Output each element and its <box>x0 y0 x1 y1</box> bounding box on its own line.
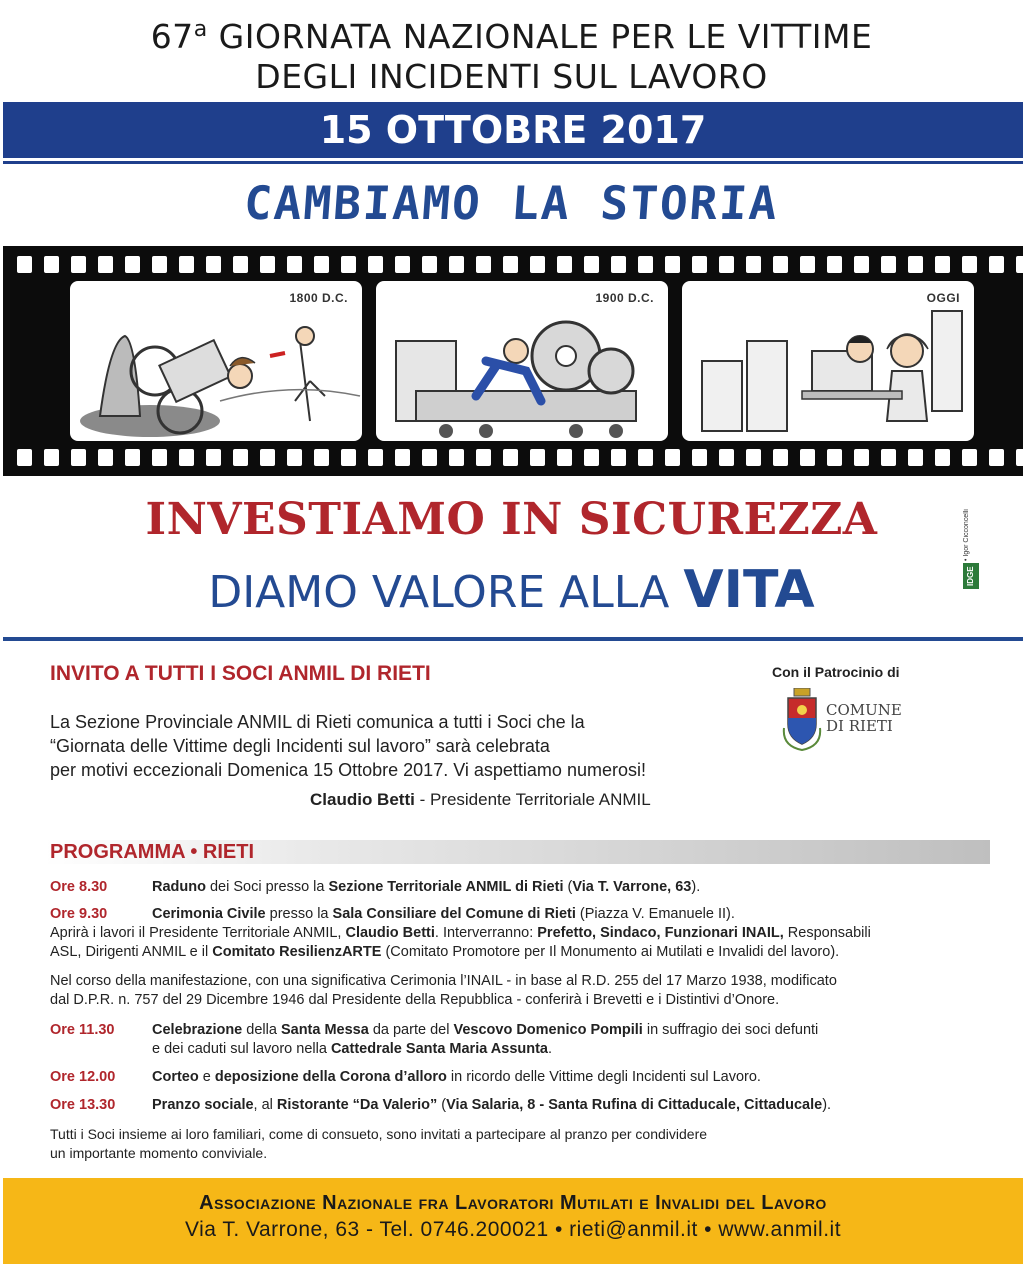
footer-association-name: Associazione Nazionale fra Lavoratori Mutilati e Invalidi del Lavoro <box>199 1192 827 1214</box>
film-sprocket-hole <box>287 449 302 466</box>
film-sprocket-hole <box>314 449 329 466</box>
film-sprocket-hole <box>989 256 1004 273</box>
film-sprocket-hole <box>530 449 545 466</box>
film-sprocket-hole <box>341 256 356 273</box>
program-text: Via T. Varrone, 63 <box>572 879 692 895</box>
program-note-line: Nel corso della manifestazione, con una significativa Cerimonia l’INAIL - in base al R.D. 255 del 17 Marzo 1938, modificato <box>50 973 837 989</box>
program-text: Ristorante “Da Valerio” <box>276 1097 438 1113</box>
film-sprocket-hole <box>557 449 572 466</box>
film-sprocket-hole <box>395 256 410 273</box>
comune-name-line1: COMUNE <box>826 701 902 719</box>
program-text: , al <box>253 1097 277 1113</box>
event-title-line2: DEGLI INCIDENTI SUL LAVORO <box>255 57 768 96</box>
film-sprocket-hole <box>260 256 275 273</box>
program-text: della <box>242 1022 281 1038</box>
film-sprocket-hole <box>611 449 626 466</box>
film-sprocket-hole <box>773 449 788 466</box>
film-sprocket-hole <box>125 256 140 273</box>
motto-line2-emphasis: VITA <box>683 560 815 620</box>
motto-line2-prefix: DIAMO VALORE ALLA <box>208 567 684 618</box>
film-sprocket-hole <box>557 256 572 273</box>
motto-line1: INVESTIAMO IN SICUREZZA <box>145 494 878 545</box>
program-text: Sezione Territoriale ANMIL di Rieti <box>328 879 564 895</box>
program-text: da parte del <box>368 1022 454 1038</box>
film-sprocket-hole <box>638 256 653 273</box>
film-sprocket-hole <box>71 256 86 273</box>
program-closing <box>50 1125 995 1163</box>
program-text: Vescovo Domenico Pompili <box>453 1022 643 1038</box>
film-sprocket-hole <box>152 449 167 466</box>
program-text: Cerimonia Civile <box>152 906 266 922</box>
invite-line: “Giornata delle Vittime degli Incidenti sul lavoro” sarà celebrata <box>50 736 550 756</box>
title-line1-text: GIORNATA NAZIONALE PER LE VITTIME <box>218 17 873 56</box>
film-sprocket-hole <box>962 256 977 273</box>
film-sprocket-hole <box>746 449 761 466</box>
illustration-oggi-icon <box>682 281 974 441</box>
rieti-crest-icon <box>782 688 822 752</box>
film-sprocket-hole <box>908 256 923 273</box>
slogan: CAMBIAMO LA STORIA <box>242 176 781 230</box>
program-text: (Piazza V. Emanuele II). <box>575 906 735 922</box>
footer-contact-info: Via T. Varrone, 63 - Tel. 0746.200021 • rieti@anmil.it • www.anmil.it <box>184 1218 842 1241</box>
film-sprocket-hole <box>854 256 869 273</box>
film-sprocket-hole <box>827 449 842 466</box>
film-sprocket-hole <box>44 256 59 273</box>
program-description <box>152 1021 995 1040</box>
program-closing-line: un importante momento conviviale. <box>50 1145 268 1161</box>
program-description <box>152 878 995 897</box>
program-description <box>152 1096 995 1115</box>
illustration-1800-icon <box>70 281 362 441</box>
film-sprocket-hole <box>584 449 599 466</box>
film-sprocket-hole <box>179 256 194 273</box>
film-sprocket-hole <box>854 449 869 466</box>
film-sprocket-hole <box>719 256 734 273</box>
comune-name-line2: DI RIETI <box>826 717 893 735</box>
film-sprocket-hole <box>1016 449 1023 466</box>
program-text: e <box>198 1069 215 1085</box>
footer <box>3 1178 1023 1264</box>
film-sprocket-hole <box>989 449 1004 466</box>
program-text: Pranzo sociale <box>152 1097 254 1113</box>
program-text: (Comitato Promotore per Il Monumento ai Mutilati e Invalidi del lavoro). <box>381 944 840 960</box>
program-text: presso la <box>265 906 333 922</box>
film-sprocket-hole <box>800 256 815 273</box>
film-frame-oggi <box>682 281 974 441</box>
program-time: Ore 8.30 <box>50 879 108 895</box>
film-frame-1800 <box>70 281 362 441</box>
film-sprocket-hole <box>746 256 761 273</box>
program-item-continued <box>50 924 995 943</box>
film-sprocket-hole <box>692 256 707 273</box>
program-time: Ore 9.30 <box>50 906 108 922</box>
film-sprocket-hole <box>422 449 437 466</box>
film-sprocket-hole <box>206 256 221 273</box>
program-item-continued <box>50 943 995 962</box>
program-text: . <box>548 1041 553 1057</box>
program-item-continued <box>152 1040 992 1059</box>
motto-line2 <box>0 560 1023 620</box>
film-sprocket-hole <box>314 256 329 273</box>
comune-rieti-logo <box>782 688 912 752</box>
film-sprocket-hole <box>422 256 437 273</box>
program-description <box>152 1068 995 1087</box>
event-date-banner: 15 OTTOBRE 2017 <box>3 102 1023 158</box>
program-item <box>50 1021 995 1040</box>
program-text: ( <box>437 1097 447 1113</box>
program-text: Raduno <box>152 879 206 895</box>
divider <box>3 161 1023 164</box>
film-sprocket-hole <box>962 449 977 466</box>
program-item <box>50 878 995 897</box>
film-sprocket-hole <box>152 256 167 273</box>
film-sprocket-hole <box>341 449 356 466</box>
invite-signature <box>310 790 651 810</box>
film-sprocket-hole <box>98 256 113 273</box>
program-text: deposizione della Corona d’alloro <box>214 1069 447 1085</box>
program-time: Ore 12.00 <box>50 1069 116 1085</box>
program-text: Prefetto, Sindaco, Funzionari INAIL, <box>537 925 784 941</box>
program-text: Corteo <box>152 1069 199 1085</box>
film-sprocket-hole <box>449 256 464 273</box>
title-superscript: a <box>193 17 208 42</box>
program-text: Comitato ResilienzARTE <box>212 944 382 960</box>
film-sprocket-hole <box>287 256 302 273</box>
event-title <box>0 10 1023 97</box>
film-sprocket-hole <box>935 449 950 466</box>
program-text: Responsabili <box>783 925 871 941</box>
film-sprocket-hole <box>692 449 707 466</box>
film-sprocket-hole <box>233 256 248 273</box>
event-title-line1 <box>0 10 1023 57</box>
program-text: dei Soci presso la <box>205 879 329 895</box>
film-sprocket-hole <box>179 449 194 466</box>
signer-name: Claudio Betti <box>310 790 415 809</box>
program-closing-line: Tutti i Soci insieme ai loro familiari, come di consueto, sono invitati a partecipare al pranzo per condividere <box>50 1126 708 1142</box>
frame-label-1900: 1900 D.C. <box>595 291 654 305</box>
credit-author: • Igor Cicconcelli <box>963 509 970 561</box>
film-sprocket-hole <box>881 449 896 466</box>
illustration-1900-icon <box>376 281 668 441</box>
film-sprocket-hole <box>719 449 734 466</box>
film-sprocket-hole <box>476 256 491 273</box>
film-sprocket-hole <box>17 449 32 466</box>
program-description <box>152 905 995 924</box>
film-sprocket-hole <box>395 449 410 466</box>
program-text: Via Salaria, 8 - Santa Rufina di Cittaducale, Cittaducale <box>446 1097 823 1113</box>
program-note <box>50 972 995 1010</box>
film-sprocket-hole <box>1016 256 1023 273</box>
program-text: Cattedrale Santa Maria Assunta <box>330 1041 548 1057</box>
program-text: ( <box>563 879 573 895</box>
film-frame-1900 <box>376 281 668 441</box>
film-sprocket-hole <box>638 449 653 466</box>
program-heading: PROGRAMMA • RIETI <box>50 841 255 863</box>
program-text: . Interverranno: <box>434 925 538 941</box>
film-sprocket-hole <box>17 256 32 273</box>
program-text: in suffragio dei soci defunti <box>642 1022 819 1038</box>
invite-line: per motivi eccezionali Domenica 15 Ottobre 2017. Vi aspettiamo numerosi! <box>50 760 646 780</box>
film-sprocket-hole <box>44 449 59 466</box>
film-sprocket-hole <box>881 256 896 273</box>
film-sprocket-hole <box>665 256 680 273</box>
title-number: 67 <box>150 17 194 56</box>
film-sprocket-hole <box>665 449 680 466</box>
program-text: ). <box>822 1097 832 1113</box>
film-sprocket-hole <box>584 256 599 273</box>
illustration-credit <box>963 495 979 591</box>
film-sprocket-hole <box>233 449 248 466</box>
program-text: Celebrazione <box>152 1022 243 1038</box>
film-sprocket-hole <box>530 256 545 273</box>
film-sprocket-hole <box>368 256 383 273</box>
film-sprocket-hole <box>449 449 464 466</box>
divider <box>3 637 1023 641</box>
film-sprocket-hole <box>503 256 518 273</box>
film-sprocket-hole <box>206 449 221 466</box>
invite-heading: INVITO A TUTTI I SOCI ANMIL DI RIETI <box>50 662 431 685</box>
film-sprocket-hole <box>827 256 842 273</box>
program-item <box>50 1068 995 1087</box>
program-note-line: dal D.P.R. n. 757 del 29 Dicembre 1946 dal Presidente della Repubblica - conferirà i Brevetti e i Distintivi d’Onore. <box>50 992 780 1008</box>
film-sprocket-hole <box>98 449 113 466</box>
invite-text <box>50 710 750 782</box>
program-time: Ore 13.30 <box>50 1097 116 1113</box>
credit-logo: IDGE <box>963 563 979 589</box>
film-sprocket-hole <box>908 449 923 466</box>
film-sprocket-hole <box>935 256 950 273</box>
filmstrip <box>3 246 1023 476</box>
film-sprocket-hole <box>71 449 86 466</box>
film-sprocket-hole <box>125 449 140 466</box>
program-text: Sala Consiliare del Comune di Rieti <box>332 906 576 922</box>
program-text: ). <box>691 879 701 895</box>
film-sprocket-hole <box>503 449 518 466</box>
program-text: e dei caduti sul lavoro nella <box>152 1041 331 1057</box>
film-sprocket-hole <box>368 449 383 466</box>
program-text: ASL, Dirigenti ANMIL e il <box>50 944 213 960</box>
patronage-label: Con il Patrocinio di <box>772 664 900 680</box>
program-text: Santa Messa <box>280 1022 369 1038</box>
frame-label-1800: 1800 D.C. <box>289 291 348 305</box>
program-text: Aprirà i lavori il Presidente Territoriale ANMIL, <box>50 925 346 941</box>
program-text: in ricordo delle Vittime degli Incidenti sul Lavoro. <box>446 1069 761 1085</box>
program-item <box>50 1096 995 1115</box>
program-text: Claudio Betti <box>345 925 435 941</box>
film-sprocket-hole <box>260 449 275 466</box>
film-sprocket-hole <box>476 449 491 466</box>
signer-role: - Presidente Territoriale ANMIL <box>414 790 651 809</box>
invite-line: La Sezione Provinciale ANMIL di Rieti comunica a tutti i Soci che la <box>50 712 585 732</box>
frame-label-oggi: OGGI <box>926 291 960 305</box>
film-sprocket-hole <box>800 449 815 466</box>
program-time: Ore 11.30 <box>50 1022 115 1038</box>
film-sprocket-hole <box>611 256 626 273</box>
film-sprocket-hole <box>773 256 788 273</box>
